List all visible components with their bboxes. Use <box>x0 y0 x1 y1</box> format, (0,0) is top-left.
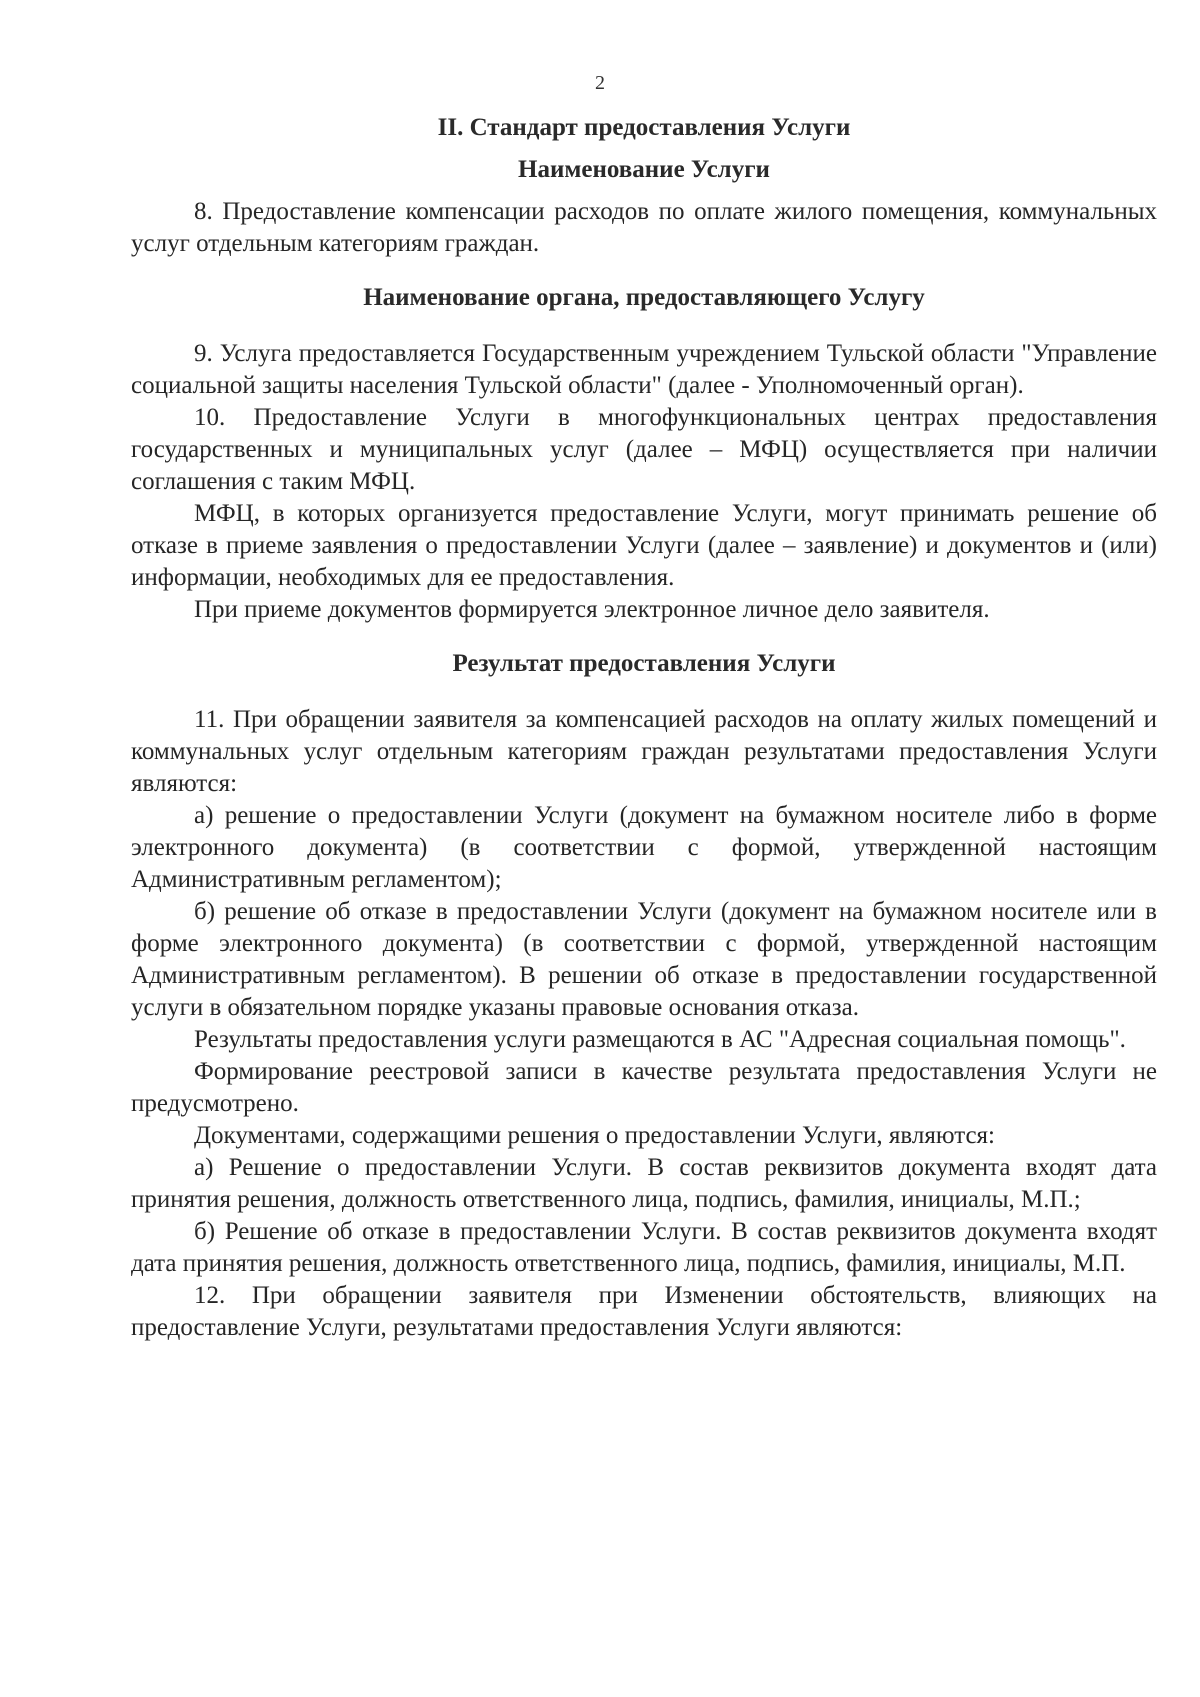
paragraph-10: 10. Предоставление Услуги в многофункциональных центрах предоставления государственных и муниципальных услуг (далее – МФЦ) осуществляется при наличии соглашения с таким МФЦ. <box>131 404 1157 495</box>
paragraph-11-b: б) решение об отказе в предоставлении Услуги (документ на бумажном носителе или в форме электронного документа) (в соответствии с формой, утвержденной настоящим Административным регламентом). В решении об отказе в предоставлении государственной услуги в обязательном порядке указаны правовые основания отказа. <box>131 898 1157 1021</box>
paragraph-registry-record: Формирование реестровой записи в качестве результата предоставления Услуги не предусмотрено. <box>131 1058 1157 1117</box>
paragraph-results-placement: Результаты предоставления услуги размещаются в АС "Адресная социальная помощь". <box>194 1026 1126 1053</box>
paragraph-11-a: а) решение о предоставлении Услуги (документ на бумажном носителе либо в форме электронного документа) (в соответствии с формой, утвержденной настоящим Административным регламентом); <box>131 802 1157 893</box>
paragraph-11: 11. При обращении заявителя за компенсацией расходов на оплату жилых помещений и коммунальных услуг отдельным категориям граждан результатами предоставления Услуги являются: <box>131 706 1157 797</box>
heading-service-result: Результат предоставления Услуги <box>452 650 836 677</box>
paragraph-documents-a: а) Решение о предоставлении Услуги. В состав реквизитов документа входят дата принятия решения, должность ответственного лица, подпись, фамилия, инициалы, М.П.; <box>131 1154 1157 1213</box>
heading-service-name: Наименование Услуги <box>518 156 770 183</box>
page-number: 2 <box>595 72 605 94</box>
section-title: II. Стандарт предоставления Услуги <box>437 114 851 141</box>
paragraph-mfc: МФЦ, в которых организуется предоставление Услуги, могут принимать решение об отказе в приеме заявления о предоставлении Услуги (далее – заявление) и документов и (или) информации, необходимых для ее предоставления. <box>131 500 1157 591</box>
paragraph-personal-file: При приеме документов формируется электронное личное дело заявителя. <box>194 596 990 623</box>
paragraph-8: 8. Предоставление компенсации расходов по оплате жилого помещения, коммунальных услуг отдельным категориям граждан. <box>131 198 1157 257</box>
document-body <box>131 112 1157 1344</box>
heading-service-authority: Наименование органа, предоставляющего Услугу <box>363 284 925 311</box>
paragraph-12: 12. При обращении заявителя при Изменении обстоятельств, влияющих на предоставление Услуги, результатами предоставления Услуги являются: <box>131 1282 1157 1341</box>
paragraph-documents-b: б) Решение об отказе в предоставлении Услуги. В состав реквизитов документа входят дата принятия решения, должность ответственного лица, подпись, фамилия, инициалы, М.П. <box>131 1218 1157 1277</box>
paragraph-9: 9. Услуга предоставляется Государственным учреждением Тульской области "Управление социальной защиты населения Тульской области" (далее - Уполномоченный орган). <box>131 340 1157 399</box>
paragraph-decision-documents: Документами, содержащими решения о предоставлении Услуги, являются: <box>194 1122 995 1149</box>
